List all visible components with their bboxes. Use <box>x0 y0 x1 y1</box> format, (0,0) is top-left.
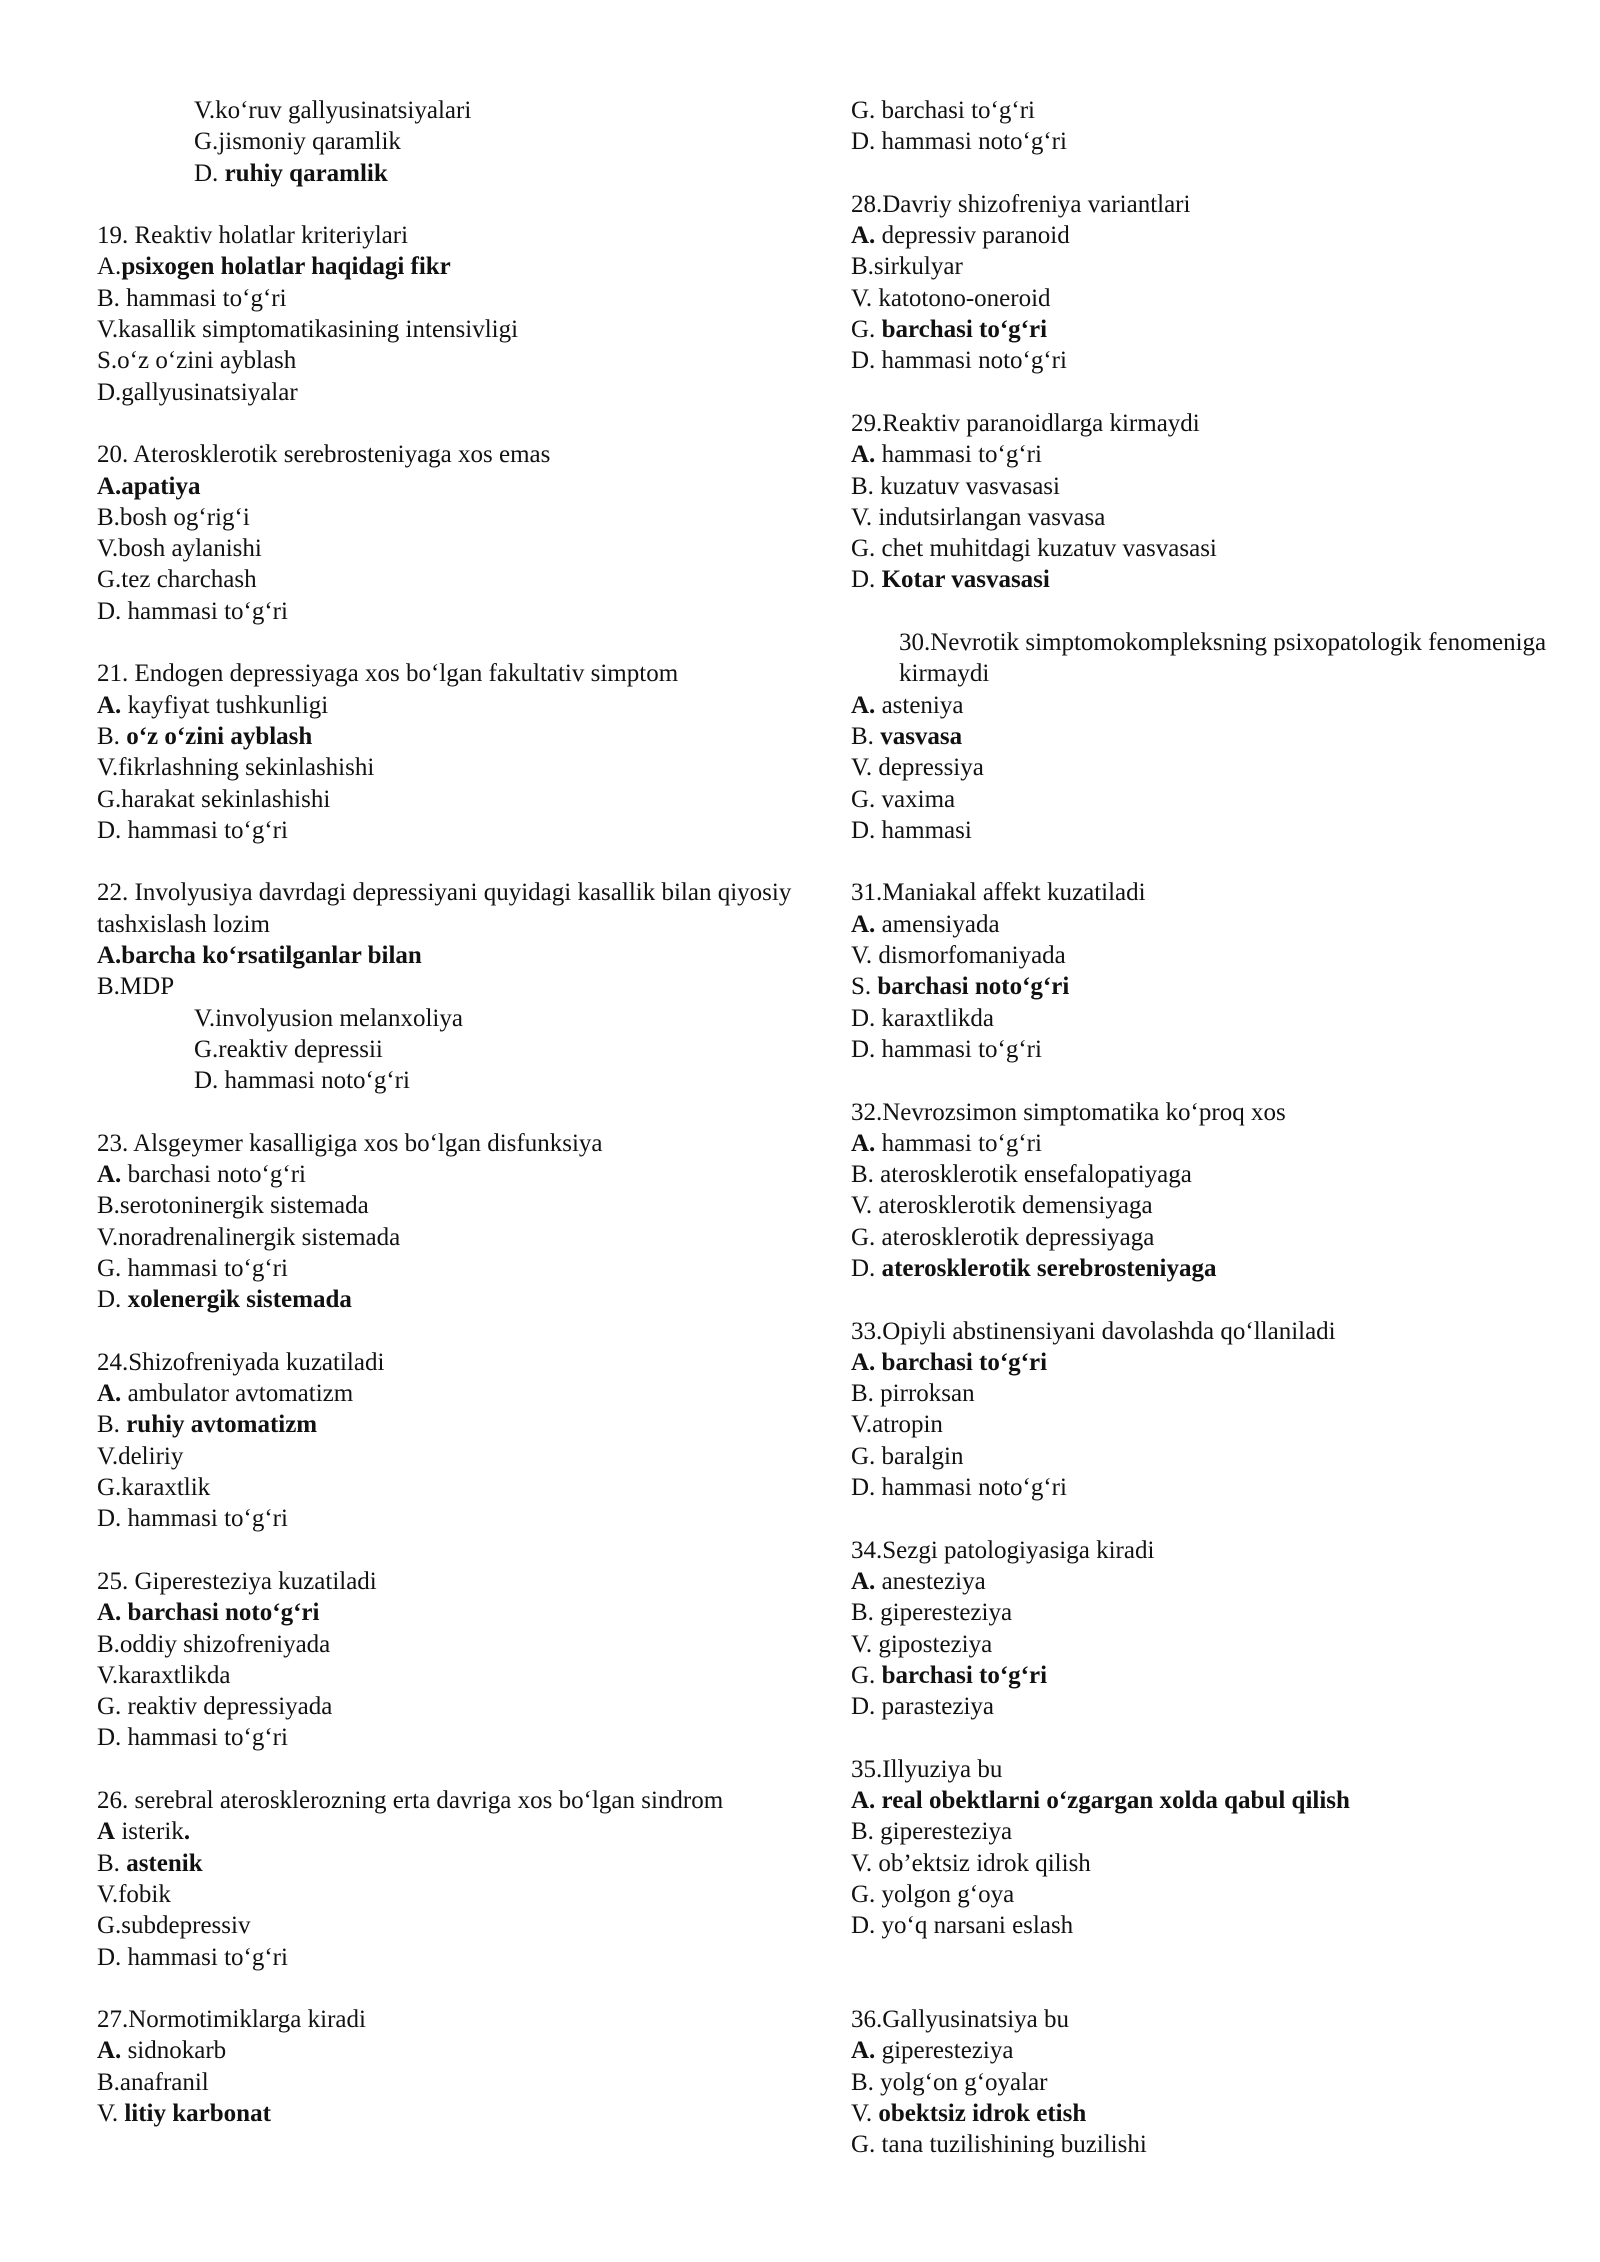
text-line <box>97 158 797 189</box>
text-segment: B.MDP <box>97 973 175 1001</box>
bold-text: A. barchasi to‘g‘ri <box>851 1348 1048 1376</box>
text-segment: D.gallyusinatsiyalar <box>97 378 298 406</box>
text-segment: D. <box>97 1286 128 1314</box>
text-line <box>97 314 797 345</box>
text-line <box>851 251 1551 282</box>
text-segment: B. pirroksan <box>851 1380 975 1408</box>
text-line <box>851 1347 1551 1378</box>
text-line <box>97 1222 797 1253</box>
bold-text: A. <box>851 441 876 469</box>
text-segment: V. depressiya <box>851 754 984 782</box>
text-line <box>851 1597 1551 1628</box>
text-segment: barchasi noto‘g‘ri <box>121 1161 306 1189</box>
text-segment: G. reaktiv depressiyada <box>97 1693 333 1721</box>
text-segment: 20. Aterosklerotik serebrosteniyaga xos emas <box>97 441 551 469</box>
text-line <box>97 471 797 502</box>
text-segment: S. <box>851 973 878 1001</box>
text-segment: B. giperesteziya <box>851 1599 1013 1627</box>
text-line <box>851 690 1551 721</box>
text-line <box>97 2035 797 2066</box>
blank-line <box>851 1722 1551 1753</box>
blank-line <box>97 1754 797 1785</box>
text-line <box>851 721 1551 752</box>
text-line <box>97 1347 797 1378</box>
text-segment: B. hammasi to‘g‘ri <box>97 284 287 312</box>
text-line <box>851 1785 1551 1816</box>
text-line <box>851 1910 1551 1941</box>
text-segment: B.oddiy shizofreniyada <box>97 1630 331 1658</box>
text-line <box>97 1910 797 1941</box>
text-line <box>97 439 797 470</box>
text-line <box>851 1848 1551 1879</box>
text-segment: G.jismoniy qaramlik <box>194 128 401 156</box>
text-segment: V.involyusion melanxoliya <box>194 1004 463 1032</box>
text-line <box>851 502 1551 533</box>
text-line <box>851 126 1551 157</box>
text-segment: amensiyada <box>875 910 1000 938</box>
text-line <box>97 1785 797 1816</box>
blank-line <box>851 596 1551 627</box>
bold-text: astenik <box>126 1849 203 1877</box>
text-line <box>97 1034 797 1065</box>
text-line <box>97 1159 797 1190</box>
text-segment: hammasi to‘g‘ri <box>875 441 1042 469</box>
bold-text: A <box>97 1818 116 1846</box>
text-line <box>97 1848 797 1879</box>
text-segment: kayfiyat tushkunligi <box>121 691 329 719</box>
bold-text: vasvasa <box>880 722 963 750</box>
text-line <box>851 564 1551 595</box>
text-segment: 21. Endogen depressiyaga xos bo‘lgan fakultativ simptom <box>97 660 679 688</box>
text-segment: G. yolgon g‘oya <box>851 1880 1015 1908</box>
text-segment: isterik <box>115 1818 184 1846</box>
text-line <box>97 502 797 533</box>
text-segment: giperesteziya <box>875 2037 1014 2065</box>
text-segment: V. ob’ektsiz idrok qilish <box>851 1849 1091 1877</box>
bold-text: A. <box>97 1380 122 1408</box>
text-line <box>851 1253 1551 1284</box>
text-segment: V. indutsirlangan vasvasa <box>851 503 1106 531</box>
text-line <box>97 596 797 627</box>
text-segment: V.noradrenalinergik sistemada <box>97 1223 401 1251</box>
text-line <box>97 220 797 251</box>
blank-line <box>97 627 797 658</box>
text-segment: V.kasallik simptomatikasining intensivligi <box>97 316 519 344</box>
text-segment: G. barchasi to‘g‘ri <box>851 97 1035 124</box>
text-line <box>851 408 1551 439</box>
text-segment: A. <box>97 253 122 281</box>
text-segment: B. yolg‘on g‘oyalar <box>851 2068 1048 2096</box>
text-segment: V. <box>97 2100 125 2127</box>
text-line <box>97 251 797 282</box>
text-segment: D. hammasi to‘g‘ri <box>97 816 288 844</box>
text-line <box>97 971 797 1002</box>
text-line <box>851 909 1551 940</box>
text-line <box>97 1597 797 1628</box>
text-segment: V.fobik <box>97 1880 171 1908</box>
text-line <box>851 1472 1551 1503</box>
blank-line <box>97 189 797 220</box>
text-segment: G.karaxtlik <box>97 1474 211 1502</box>
text-line <box>97 1722 797 1753</box>
text-line <box>851 1535 1551 1566</box>
text-segment: 33.Opiyli abstinensiyani davolashda qo‘llaniladi <box>851 1317 1336 1345</box>
text-line <box>97 1253 797 1284</box>
text-line <box>851 189 1551 220</box>
text-line <box>97 1879 797 1910</box>
text-line <box>851 1816 1551 1847</box>
bold-text: A. <box>97 2037 122 2065</box>
text-line <box>97 1691 797 1722</box>
text-line <box>851 95 1551 126</box>
text-line <box>851 533 1551 564</box>
bold-text: o‘z o‘zini ayblash <box>126 722 313 750</box>
text-line <box>97 1003 797 1034</box>
blank-line <box>851 377 1551 408</box>
text-line <box>97 1816 797 1847</box>
text-segment: S.o‘z o‘zini ayblash <box>97 347 297 375</box>
text-line <box>97 533 797 564</box>
text-segment: G.harakat sekinlashishi <box>97 785 331 813</box>
text-segment: V. katotono-oneroid <box>851 284 1051 312</box>
text-segment: V. aterosklerotik demensiyaga <box>851 1192 1153 1220</box>
text-line <box>851 1879 1551 1910</box>
bold-text: ruhiy qaramlik <box>224 159 388 187</box>
text-segment: 26. serebral aterosklerozning erta davriga xos bo‘lgan sindrom <box>97 1787 724 1815</box>
text-segment: D. hammasi <box>851 816 972 844</box>
text-line <box>97 752 797 783</box>
text-segment: ambulator avtomatizm <box>121 1380 354 1408</box>
text-segment: V. dismorfomaniyada <box>851 942 1066 970</box>
text-segment: D. <box>194 159 225 187</box>
blank-line <box>851 1973 1551 2004</box>
text-line <box>97 2098 797 2129</box>
text-line <box>97 283 797 314</box>
blank-line <box>97 1097 797 1128</box>
bold-text: barchasi to‘g‘ri <box>881 1661 1048 1689</box>
text-segment: D. hammasi noto‘g‘ri <box>851 1474 1067 1502</box>
text-segment: G. baralgin <box>851 1442 964 1470</box>
blank-line <box>97 846 797 877</box>
text-segment: 22. Involyusiya davrdagi depressiyani quyidagi kasallik bilan qiyosiy tashxislash lozim <box>97 879 792 938</box>
text-line <box>97 1942 797 1973</box>
text-line <box>97 377 797 408</box>
text-segment: 30.Nevrotik simptomokompleksning psixopatologik fenomeniga kirmaydi <box>899 629 1547 688</box>
bold-text: ruhiy avtomatizm <box>126 1411 318 1439</box>
text-line <box>97 784 797 815</box>
text-line <box>97 1409 797 1440</box>
text-segment: G. chet muhitdagi kuzatuv vasvasasi <box>851 535 1217 563</box>
text-line <box>851 877 1551 908</box>
bold-text: A. <box>851 691 876 719</box>
text-segment: G.tez charchash <box>97 566 257 594</box>
bold-text: . <box>183 1818 191 1846</box>
text-line <box>851 627 1551 690</box>
text-segment: depressiv paranoid <box>875 222 1070 250</box>
bold-text: A. real obektlarni o‘zgargan xolda qabul qilish <box>851 1787 1350 1815</box>
text-line <box>851 2067 1551 2098</box>
text-line <box>851 2035 1551 2066</box>
text-line <box>97 1190 797 1221</box>
text-segment: D. hammasi to‘g‘ri <box>97 1943 288 1971</box>
text-segment: B. <box>97 722 127 750</box>
text-line <box>97 1660 797 1691</box>
text-segment: D. karaxtlikda <box>851 1004 995 1032</box>
text-line <box>97 95 797 126</box>
text-segment: 34.Sezgi patologiyasiga kiradi <box>851 1536 1155 1564</box>
text-line <box>851 1128 1551 1159</box>
text-line <box>851 815 1551 846</box>
text-segment: anesteziya <box>875 1567 986 1595</box>
text-line <box>97 815 797 846</box>
text-line <box>97 658 797 689</box>
text-line <box>851 283 1551 314</box>
text-line <box>97 1441 797 1472</box>
text-line <box>97 1128 797 1159</box>
text-line <box>97 1284 797 1315</box>
text-segment: 19. Reaktiv holatlar kriteriylari <box>97 222 409 250</box>
text-segment: D. hammasi to‘g‘ri <box>97 1505 288 1533</box>
blank-line <box>97 1316 797 1347</box>
blank-line <box>97 1973 797 2004</box>
text-segment: G. hammasi to‘g‘ri <box>97 1254 288 1282</box>
text-segment: G.subdepressiv <box>97 1912 251 1940</box>
blank-line <box>851 158 1551 189</box>
blank-line <box>851 1065 1551 1096</box>
text-segment: B.anafranil <box>97 2068 209 2096</box>
bold-text: psixogen holatlar haqidagi fikr <box>121 253 451 281</box>
left-column <box>97 95 797 2129</box>
text-line <box>97 1472 797 1503</box>
text-line <box>97 1378 797 1409</box>
bold-text: A.apatiya <box>97 472 201 500</box>
text-segment: 25. Giperesteziya kuzatiladi <box>97 1567 377 1595</box>
text-segment: G. vaxima <box>851 785 956 813</box>
text-line <box>851 1441 1551 1472</box>
text-line <box>851 971 1551 1002</box>
text-segment: 23. Alsgeymer kasalligiga xos bo‘lgan disfunksiya <box>97 1129 603 1157</box>
text-segment: D. <box>851 1254 882 1282</box>
bold-text: A. <box>97 1161 122 1189</box>
text-segment: sidnokarb <box>121 2037 227 2065</box>
bold-text: litiy karbonat <box>124 2100 271 2127</box>
text-segment: G. aterosklerotik depressiyaga <box>851 1223 1155 1251</box>
text-segment: D. <box>851 566 882 594</box>
text-line <box>851 1378 1551 1409</box>
text-segment: D. hammasi to‘g‘ri <box>97 597 288 625</box>
text-segment: V.fikrlashning sekinlashishi <box>97 754 375 782</box>
text-line <box>851 784 1551 815</box>
text-line <box>851 940 1551 971</box>
text-segment: 31.Maniakal affekt kuzatiladi <box>851 879 1146 907</box>
text-line <box>97 564 797 595</box>
text-line <box>851 1754 1551 1785</box>
bold-text: barchasi noto‘g‘ri <box>877 973 1070 1001</box>
text-segment: 35.Illyuziya bu <box>851 1755 1003 1783</box>
text-segment: 28.Davriy shizofreniya variantlari <box>851 190 1191 218</box>
text-segment: B.bosh og‘rig‘i <box>97 503 250 531</box>
text-line <box>851 1316 1551 1347</box>
text-segment: B.sirkulyar <box>851 253 963 281</box>
text-line <box>851 1190 1551 1221</box>
text-segment: V.bosh aylanishi <box>97 535 262 563</box>
text-line <box>851 439 1551 470</box>
bold-text: A. <box>851 222 876 250</box>
bold-text: A. <box>851 1129 876 1157</box>
text-line <box>851 1409 1551 1440</box>
text-line <box>97 2067 797 2098</box>
text-segment: V.atropin <box>851 1411 943 1439</box>
text-segment: hammasi to‘g‘ri <box>875 1129 1042 1157</box>
text-line <box>851 1691 1551 1722</box>
text-line <box>851 2129 1551 2160</box>
text-line <box>851 1097 1551 1128</box>
text-segment: V.ko‘ruv gallyusinatsiyalari <box>194 97 472 124</box>
text-segment: V. <box>851 2100 879 2127</box>
text-segment: G.reaktiv depressii <box>194 1035 383 1063</box>
text-segment: D. parasteziya <box>851 1693 994 1721</box>
text-line <box>851 752 1551 783</box>
text-segment: D. hammasi noto‘g‘ri <box>851 347 1067 375</box>
text-line <box>851 314 1551 345</box>
text-line <box>97 126 797 157</box>
text-line <box>851 1222 1551 1253</box>
blank-line <box>851 1942 1551 1973</box>
text-segment: B.serotoninergik sistemada <box>97 1192 369 1220</box>
bold-text: A. <box>851 2037 876 2065</box>
text-line <box>851 2098 1551 2129</box>
bold-text: xolenergik sistemada <box>127 1286 352 1314</box>
text-line <box>97 877 797 940</box>
text-segment: B. giperesteziya <box>851 1818 1013 1846</box>
text-line <box>851 471 1551 502</box>
text-segment: D. hammasi noto‘g‘ri <box>851 128 1067 156</box>
text-segment: 27.Normotimiklarga kiradi <box>97 2006 366 2034</box>
bold-text: A. <box>851 1567 876 1595</box>
text-line <box>97 1566 797 1597</box>
text-line <box>851 1003 1551 1034</box>
text-line <box>851 1629 1551 1660</box>
blank-line <box>97 1535 797 1566</box>
blank-line <box>851 846 1551 877</box>
text-segment: G. <box>851 316 882 344</box>
text-line <box>97 345 797 376</box>
text-line <box>851 2004 1551 2035</box>
text-segment: D. yo‘q narsani eslash <box>851 1912 1074 1940</box>
text-line <box>97 1629 797 1660</box>
text-line <box>97 2004 797 2035</box>
text-segment: 36.Gallyusinatsiya bu <box>851 2006 1070 2034</box>
bold-text: A.barcha ko‘rsatilganlar bilan <box>97 942 422 970</box>
text-segment: D. hammasi to‘g‘ri <box>851 1035 1042 1063</box>
text-segment: B. kuzatuv vasvasasi <box>851 472 1060 500</box>
text-line <box>97 690 797 721</box>
bold-text: Kotar vasvasasi <box>881 566 1050 594</box>
right-column <box>851 95 1551 2161</box>
text-line <box>851 1566 1551 1597</box>
text-segment: 24.Shizofreniyada kuzatiladi <box>97 1348 385 1376</box>
text-segment: V.deliriy <box>97 1442 184 1470</box>
text-line <box>97 1065 797 1096</box>
text-line <box>97 1503 797 1534</box>
bold-text: barchasi to‘g‘ri <box>881 316 1048 344</box>
text-segment: B. aterosklerotik ensefalopatiyaga <box>851 1161 1192 1189</box>
blank-line <box>97 408 797 439</box>
text-line <box>97 940 797 971</box>
text-segment: asteniya <box>875 691 964 719</box>
bold-text: aterosklerotik serebrosteniyaga <box>881 1254 1217 1282</box>
text-segment: D. hammasi noto‘g‘ri <box>194 1067 410 1095</box>
text-line <box>851 220 1551 251</box>
text-segment: V. giposteziya <box>851 1630 993 1658</box>
text-line <box>97 721 797 752</box>
text-line <box>851 1034 1551 1065</box>
text-segment: 32.Nevrozsimon simptomatika ko‘proq xos <box>851 1098 1286 1126</box>
bold-text: A. barchasi noto‘g‘ri <box>97 1599 320 1627</box>
text-line <box>851 1159 1551 1190</box>
bold-text: obektsiz idrok etish <box>878 2100 1087 2127</box>
text-line <box>851 1660 1551 1691</box>
text-segment: 29.Reaktiv paranoidlarga kirmaydi <box>851 409 1200 437</box>
text-segment: G. tana tuzilishining buzilishi <box>851 2131 1147 2159</box>
bold-text: A. <box>97 691 122 719</box>
blank-line <box>851 1503 1551 1534</box>
text-segment: B. <box>97 1849 127 1877</box>
text-segment: D. hammasi to‘g‘ri <box>97 1724 288 1752</box>
text-segment: G. <box>851 1661 882 1689</box>
text-segment: V.karaxtlikda <box>97 1661 231 1689</box>
text-segment: B. <box>97 1411 127 1439</box>
text-segment: B. <box>851 722 881 750</box>
bold-text: A. <box>851 910 876 938</box>
text-line <box>851 345 1551 376</box>
blank-line <box>851 1284 1551 1315</box>
